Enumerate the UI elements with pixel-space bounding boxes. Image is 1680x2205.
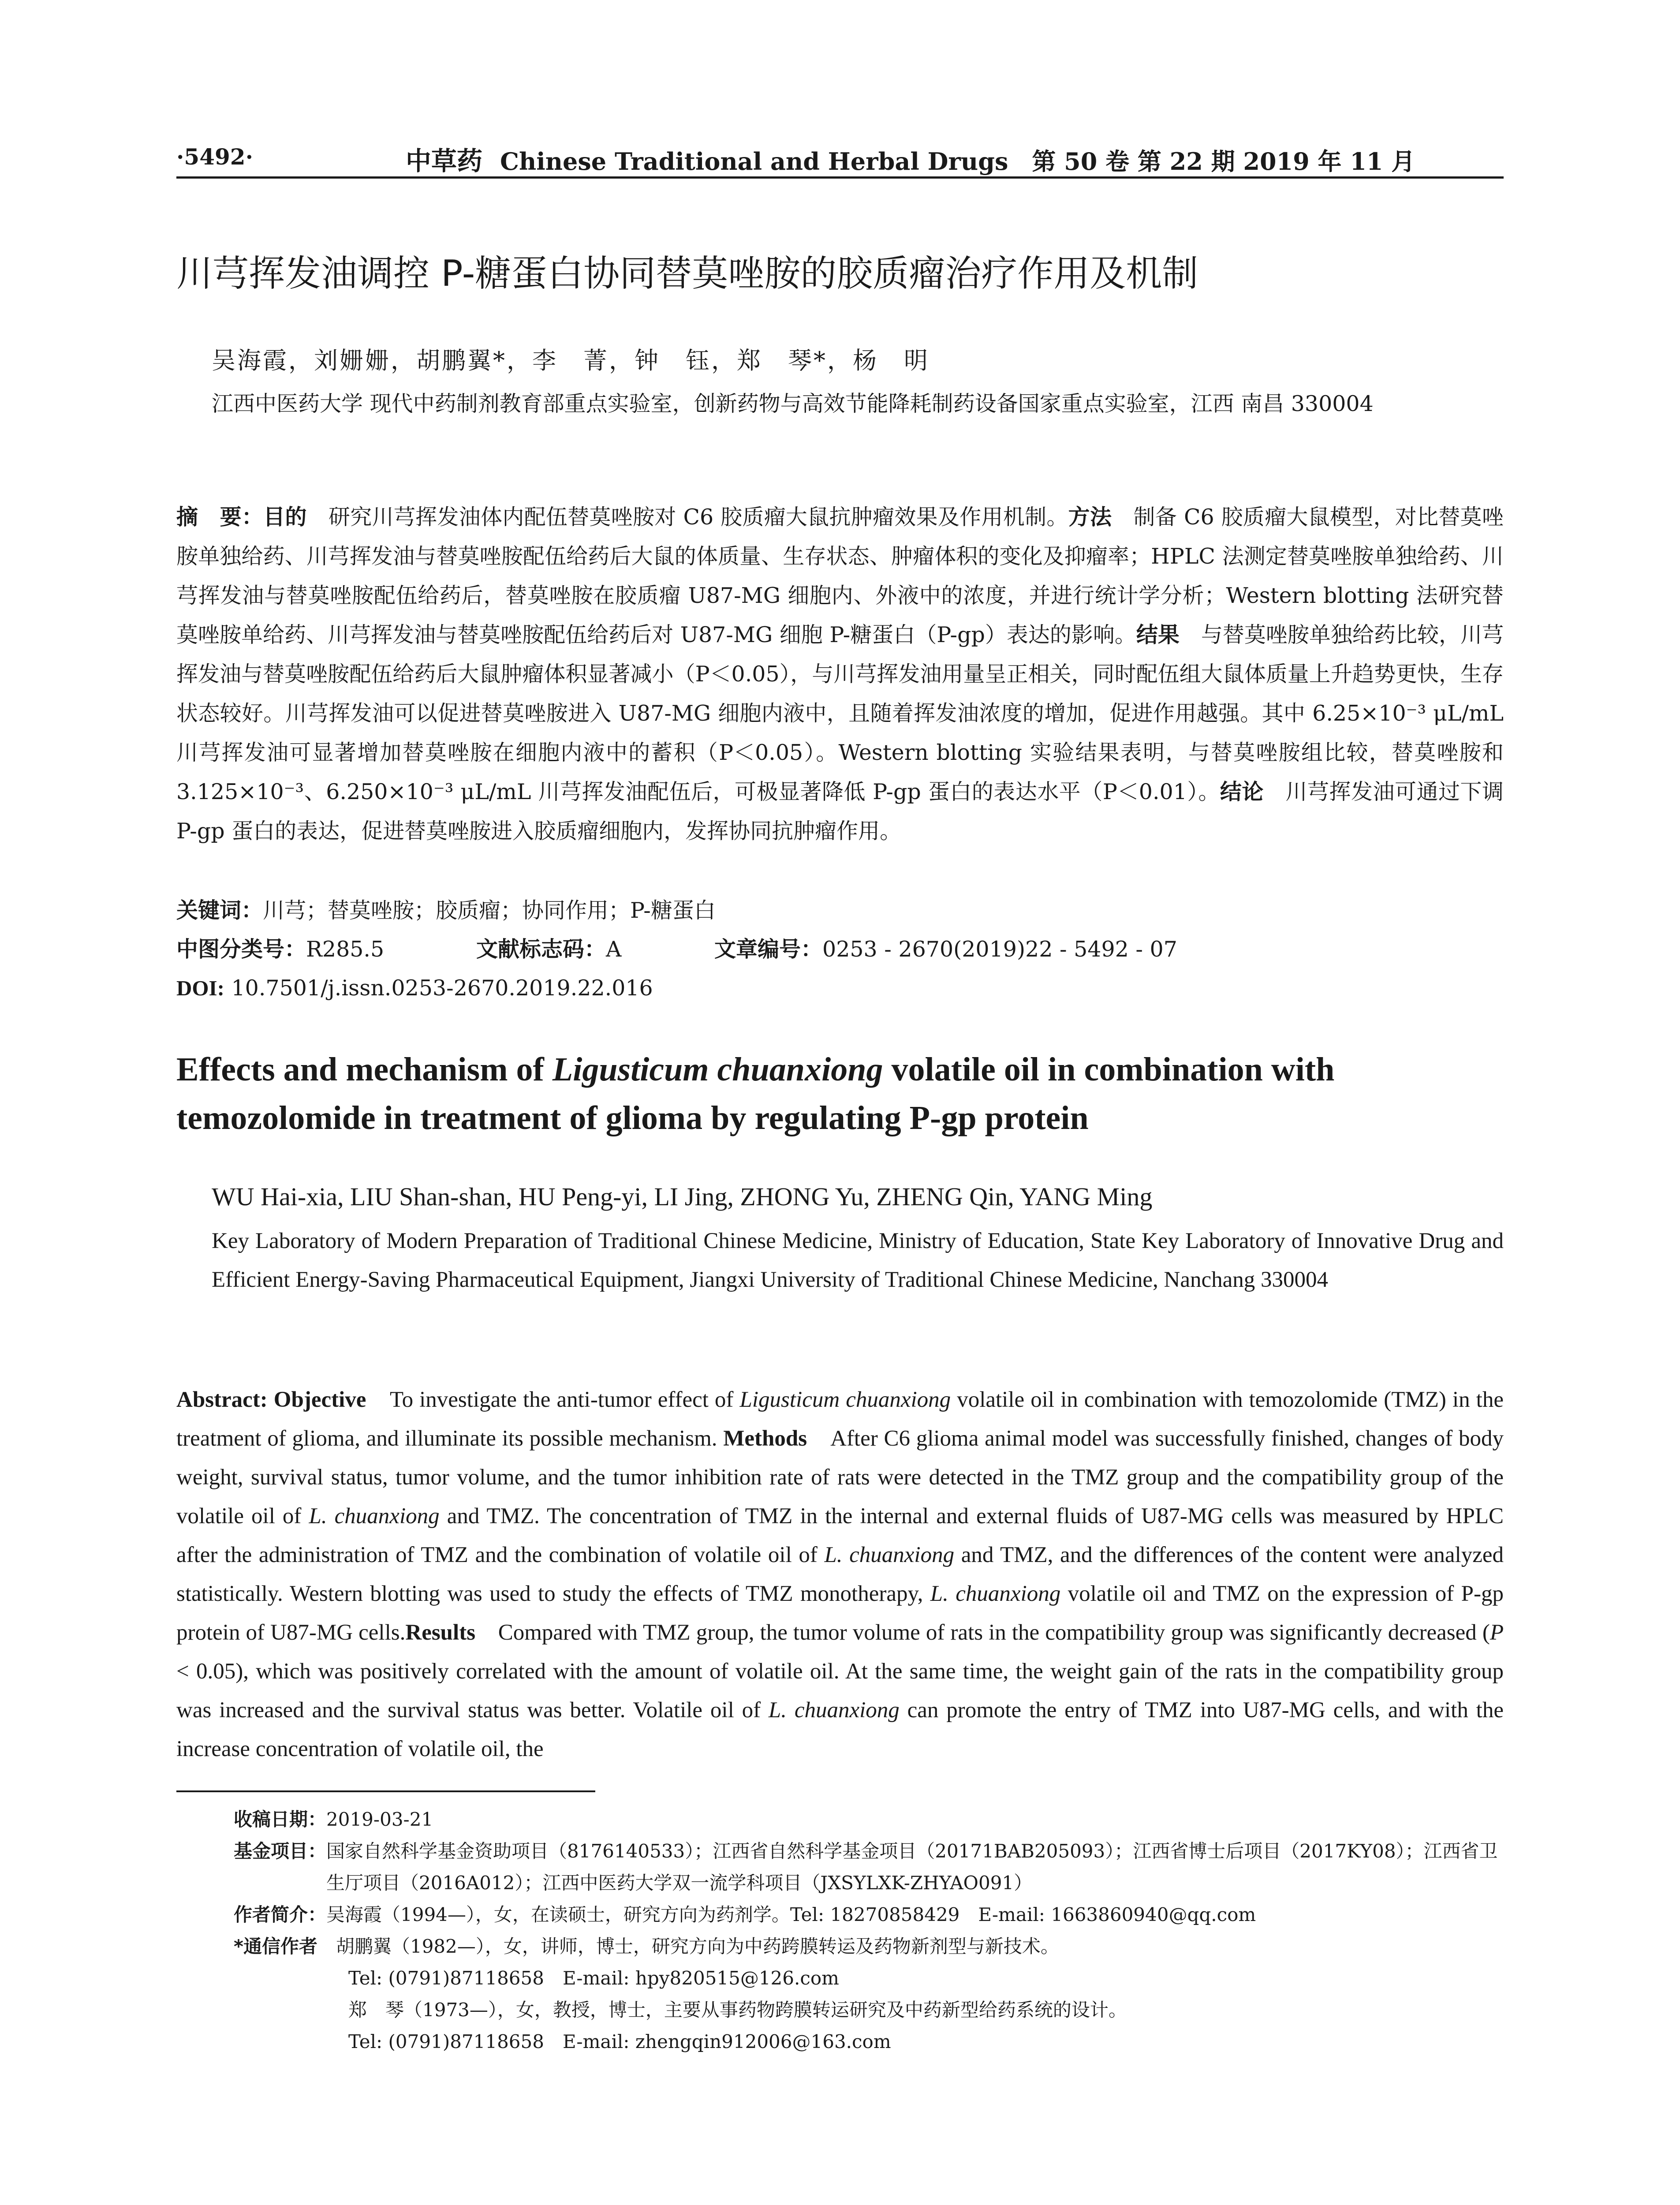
abstract-en-label: Abstract: Objective: [176, 1387, 366, 1412]
fund-label: 基金项目：: [234, 1840, 327, 1862]
title-en-species: Ligusticum chuanxiong: [552, 1051, 883, 1088]
corresponding-1-contact: Tel: (0791)87118658 E-mail: hpy820515@126.com: [348, 1967, 839, 1989]
clc-label: 中图分类号：: [176, 937, 306, 962]
results-text: 与替莫唑胺单独给药比较，川芎挥发油与替莫唑胺配伍给药后大鼠肿瘤体积显著减小（P＜0.05），与川芎挥发油用量呈正相关，同时配伍组大鼠体质量上升趋势更快，生存状态较好。川芎挥发油可以促进替莫唑胺进入 U87-MG 细胞内液中，且随着挥发油浓度的增加，促进作用越强。其中 6.25×10⁻³ μL/mL 川芎挥发油可显著增加替莫唑胺在细胞内液中的蓄积（P＜0.05）。Western blotting 实验结果表明，与替莫唑胺组比较，替莫唑胺和 3.125×10⁻³、6.250×10⁻³ μL/mL 川芎挥发油配伍后，可极显著降低 P-gp 蛋白的表达水平（P＜0.01）。: [176, 622, 1504, 804]
species-name: L. chuanxiong: [824, 1543, 955, 1567]
fund-value: 国家自然科学基金资助项目（8176140533）；江西省自然科学基金项目（20171BAB205093）；江西省博士后项目（2017KY08）；江西省卫生厅项目（2016A012）；江西中医药大学双一流学科项目（JXSYLXK-ZHYAO091）: [326, 1840, 1498, 1894]
results-label: 结果: [1136, 622, 1180, 647]
conclusion-text: 川芎挥发油可通过下调 P-gp 蛋白的表达，促进替莫唑胺进入胶质瘤细胞内，发挥协同抗肿瘤作用。: [176, 779, 1504, 844]
article-number-label: 文章编号：: [714, 937, 823, 962]
author-bio-value: 吴海霞（1994—），女，在读硕士，研究方向为药剂学。Tel: 18270858429 E-mail: 1663860940@qq.com: [326, 1904, 1256, 1925]
doi-line: [176, 973, 653, 1004]
received-label: 收稿日期：: [234, 1809, 327, 1830]
doc-code-group: [476, 934, 621, 965]
p-symbol: P: [1490, 1620, 1504, 1645]
running-header: [176, 140, 1504, 176]
authors-cn: 吴海霞，刘姗姗，胡鹏翼*，李 菁，钟 钰，郑 琴*，杨 明: [212, 347, 930, 374]
doi-label: DOI:: [176, 976, 224, 1000]
affiliation-en: Key Laboratory of Modern Preparation of Traditional Chinese Medicine, Ministry of Education, State Key Laboratory of Innovative Drug and Efficient Energy-Saving Pharmaceutical Equipment, Jiangxi University of Traditional Chinese Medicine, Nanchang 330004: [212, 1229, 1504, 1292]
abstract-cn-label: 摘 要：: [176, 505, 264, 530]
doc-code-value: A: [606, 937, 622, 962]
journal-info: Chinese Traditional and Herbal Drugs 第 50 卷 第 22 期 2019 年 11 月: [500, 147, 1415, 176]
corresponding-1: 胡鹏翼（1982—），女，讲师，博士，研究方向为中药跨膜转运及药物新剂型与新技术。: [317, 1936, 1059, 1957]
objective-text: 研究川芎挥发油体内配伍替莫唑胺对 C6 胶质瘤大鼠抗肿瘤效果及作用机制。: [306, 505, 1068, 530]
title-en-part2: volatile oil in combination with temozolomide in treatment of glioma by regulating P-gp protein: [176, 1051, 1335, 1136]
keywords-label: 关键词：: [176, 898, 263, 923]
abstract-en-text: can promote the entry of TMZ into U87-MG cells, and with the increase concentration of volatile oil, the: [176, 1698, 1504, 1761]
species-name: L. chuanxiong: [309, 1504, 440, 1529]
corresponding-label: *通信作者: [234, 1936, 317, 1957]
species-name: Ligusticum chuanxiong: [739, 1387, 951, 1412]
received-date: [234, 1804, 1504, 1835]
abstract-en-text: < 0.05), which was positively correlated with the amount of volatile oil. At the same time, the weight gain of the rats in the compatibility group was increased and the survival status was better. Volatile oil of: [176, 1659, 1504, 1723]
article-number-group: [714, 934, 1177, 965]
abstract-cn: [176, 497, 1504, 851]
doc-code-label: 文献标志码：: [476, 937, 606, 962]
conclusion-label: 结论: [1220, 779, 1264, 804]
clc-value: R285.5: [306, 937, 385, 962]
footnote-rule: [176, 1790, 595, 1792]
abstract-en-text: and TMZ. The concentration of TMZ in the internal and external fluids of U87-MG cells was measured by HPLC after the administration of TMZ and the combination of volatile oil of: [176, 1504, 1504, 1567]
results-label-en: Results: [405, 1620, 476, 1645]
received-value: 2019-03-21: [326, 1809, 433, 1830]
authors-en: WU Hai-xia, LIU Shan-shan, HU Peng-yi, LI Jing, ZHONG Yu, ZHENG Qin, YANG Ming: [212, 1182, 1153, 1211]
methods-text: 制备 C6 胶质瘤大鼠模型，对比替莫唑胺单独给药、川芎挥发油与替莫唑胺配伍给药后大鼠的体质量、生存状态、肿瘤体积的变化及抑瘤率；HPLC 法测定替莫唑胺单独给药、川芎挥发油与替莫唑胺配伍给药后，替莫唑胺在胶质瘤 U87-MG 细胞内、外液中的浓度，并进行统计学分析；Western blotting 法研究替莫唑胺单给药、川芎挥发油与替莫唑胺配伍给药后对 U87-MG 细胞 P-糖蛋白（P-gp）表达的影响。: [176, 505, 1504, 647]
corresponding-2-contact: Tel: (0791)87118658 E-mail: zhengqin912006@163.com: [348, 2031, 891, 2052]
abstract-en-text: volatile oil in combination with temozolomide (TMZ) in the treatment of glioma, and illuminate its possible mechanism.: [176, 1387, 1504, 1451]
title-en: [176, 1045, 1504, 1142]
article-number-value: 0253 - 2670(2019)22 - 5492 - 07: [822, 937, 1177, 962]
author-bio-label: 作者简介：: [234, 1904, 327, 1925]
abstract-en-text: and TMZ, and the differences of the content were analyzed statistically. Western blotting was used to study the effects of TMZ monotherapy,: [176, 1543, 1504, 1606]
objective-label: 目的: [263, 505, 307, 530]
doi-value: 10.7501/j.issn.0253-2670.2019.22.016: [224, 975, 653, 1001]
page-number: ·5492·: [176, 144, 253, 170]
abstract-en-text: volatile oil and TMZ on the expression of P-gp protein of U87-MG cells.: [176, 1581, 1504, 1645]
author-bio: [234, 1899, 1504, 1931]
footnotes: [234, 1804, 1504, 2058]
corresponding-author: [234, 1931, 1504, 1962]
species-name: L. chuanxiong: [768, 1698, 900, 1723]
species-name: L. chuanxiong: [930, 1581, 1061, 1606]
clc-group: [176, 937, 384, 962]
fund-info: [234, 1835, 1504, 1899]
journal-cn-mark: 中草药: [406, 146, 483, 176]
paper-page: [176, 0, 1504, 2205]
abstract-en: [176, 1380, 1504, 1768]
title-cn: 川芎挥发油调控 P-糖蛋白协同替莫唑胺的胶质瘤治疗作用及机制: [176, 253, 1198, 295]
corresponding-2: 郑 琴（1973—），女，教授，博士，主要从事药物跨膜转运研究及中药新型给药系统的设计。: [348, 1999, 1127, 2021]
abstract-en-text: Compared with TMZ group, the tumor volume of rats in the compatibility group was significantly decreased (: [475, 1620, 1490, 1645]
methods-label: 方法: [1068, 505, 1112, 530]
title-en-part1: Effects and mechanism of: [176, 1051, 553, 1088]
journal-line: [406, 140, 1415, 177]
methods-label-en: Methods: [723, 1426, 807, 1451]
classification-line: [176, 934, 1177, 965]
abstract-en-text: After C6 glioma animal model was successfully finished, changes of body weight, survival status, tumor volume, and the tumor inhibition rate of rats were detected in the TMZ group and the compatibility group of the volatile oil of: [176, 1426, 1504, 1529]
header-rule: [176, 176, 1504, 179]
affiliation-cn: 江西中医药大学 现代中药制剂教育部重点实验室，创新药物与高效节能降耗制药设备国家重点实验室，江西 南昌 330004: [212, 391, 1374, 416]
abstract-en-text: To investigate the anti-tumor effect of: [366, 1387, 740, 1412]
keywords-line: [176, 895, 716, 926]
keywords-value: 川芎；替莫唑胺；胶质瘤；协同作用；P-糖蛋白: [263, 898, 716, 923]
